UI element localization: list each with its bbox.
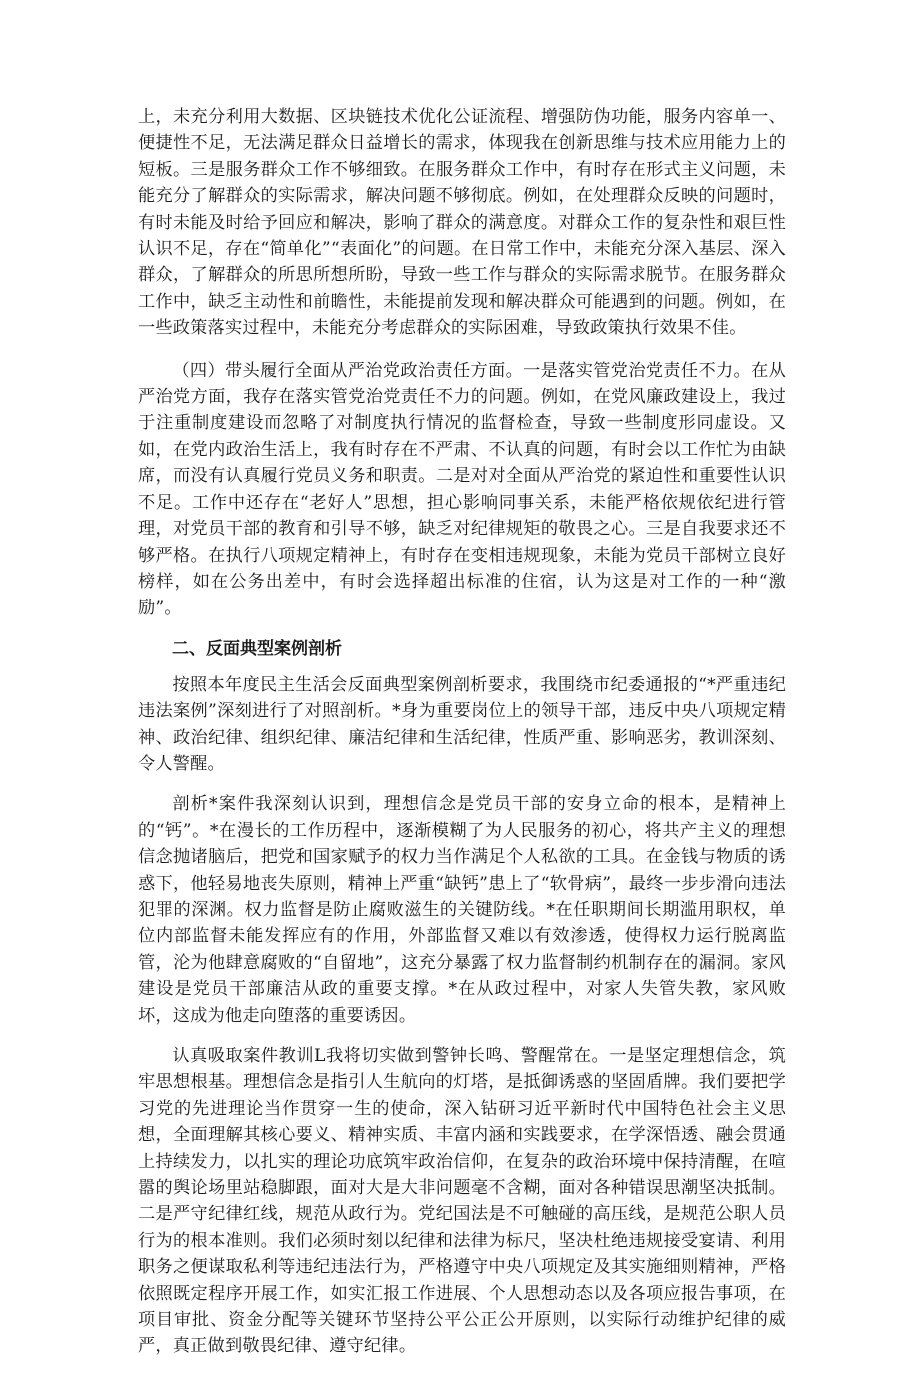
document-page [138,104,786,1374]
paragraph-service-shortcomings: 上，未充分利用大数据、区块链技术优化公证流程、增强防伪功能，服务内容单一、便捷性不足，无法满足群众日益增长的需求，体现我在创新思维与技术应用能力上的短板。三是服务群众工作不够细致。在服务群众工作中，有时存在形式主义问题，未能充分了解群众的实际需求，解决问题不够彻底。例如，在处理群众反映的问题时，有时未能及时给予回应和解决，影响了群众的满意度。对群众工作的复杂性和艰巨性认识不足，存在“简单化”“表面化”的问题。在日常工作中，未能充分深入基层、深入群众，了解群众的所思所想所盼，导致一些工作与群众的实际需求脱节。在服务群众工作中，缺乏主动性和前瞻性，未能提前发现和解决群众可能遇到的问题。例如，在一些政策落实过程中，未能充分考虑群众的实际困难，导致政策执行效果不佳。 [138,107,786,339]
paragraph-case-intro: 按照本年度民主生活会反面典型案例剖析要求，我围绕市纪委通报的“*严重违纪违法案例”深刻进行了对照剖析。*身为重要岗位上的领导干部，违反中央八项规定精神、政治纪律、组织纪律、廉洁纪律和生活纪律，性质严重、影响恶劣，教训深刻、令人警醒。 [138,674,786,774]
paragraph-lessons: 认真吸取案件教训L我将切实做到警钟长鸣、警醒常在。一是坚定理想信念，筑牢思想根基。理想信念是指引人生航向的灯塔，是抵御诱惑的坚固盾牌。我们要把学习党的先进理论当作贯穿一生的使命，深入钻研习近平新时代中国特色社会主义思想，全面理解其核心要义、精神实质、丰富内涵和实践要求，在学深悟透、融会贯通上持续发力，以扎实的理论功底筑牢政治信仰，在复杂的政治环境中保持清醒，在喧嚣的舆论场里站稳脚跟，面对大是大非问题毫不含糊，面对各种错误思潮坚决抵制。二是严守纪律红线，规范从政行为。党纪国法是不可触碰的高压线，是规范公职人员行为的根本准则。我们必须时刻以纪律和法律为标尺，坚决杜绝违规接受宴请、利用职务之便谋取私利等违纪违法行为，严格遵守中央八项规定及其实施细则精神，严格依照既定程序开展工作，如实汇报工作进展、个人思想动态以及各项应报告事项，在项目审批、资金分配等关键环节坚持公平公正公开原则，以实际行动维护纪律的威严，真正做到敬畏纪律、遵守纪律。 [138,1046,786,1357]
paragraph-party-governance: （四）带头履行全面从严治党政治责任方面。一是落实管党治党责任不力。在从严治党方面，我存在落实管党治党责任不力的问题。例如，在党风廉政建设上，我过于注重制度建设而忽略了对制度执行情况的监督检查，导致一些制度形同虚设。又如，在党内政治生活上，我有时存在不严肃、不认真的问题，有时会以工作忙为由缺席，而没有认真履行党员义务和职责。二是对对全面从严治党的紧迫性和重要性认识不足。工作中还存在“老好人”思想，担心影响同事关系，未能严格依规依纪进行管理，对党员干部的教育和引导不够，缺乏对纪律规矩的敬畏之心。三是自我要求还不够严格。在执行八项规定精神上，有时存在变相违规现象，未能为党员干部树立良好榜样，如在公务出差中，有时会选择超出标准的住宿，认为这是对工作的一种“激励”。 [138,360,786,619]
section-heading: 二、反面典型案例剖析 [172,638,342,659]
paragraph-case-analysis: 剖析*案件我深刻认识到，理想信念是党员干部的安身立命的根本，是精神上的“钙”。*在漫长的工作历程中，逐渐模糊了为人民服务的初心，将共产主义的理想信念抛诸脑后，把党和国家赋予的权力当作满足个人私欲的工具。在金钱与物质的诱惑下，他轻易地丧失原则，精神上严重“缺钙”患上了“软骨病”，最终一步步滑向违法犯罪的深渊。权力监督是防止腐败滋生的关键防线。*在任职期间长期滥用职权，单位内部监督未能发挥应有的作用，外部监督又难以有效渗透，使得权力运行脱离监管，沦为他肆意腐败的“自留地”，这充分暴露了权力监督制约机制存在的漏洞。家风建设是党员干部廉洁从政的重要支撑。*在从政过程中，对家人失管失教，家风败坏，这成为他走向堕落的重要诱因。 [138,794,786,1026]
